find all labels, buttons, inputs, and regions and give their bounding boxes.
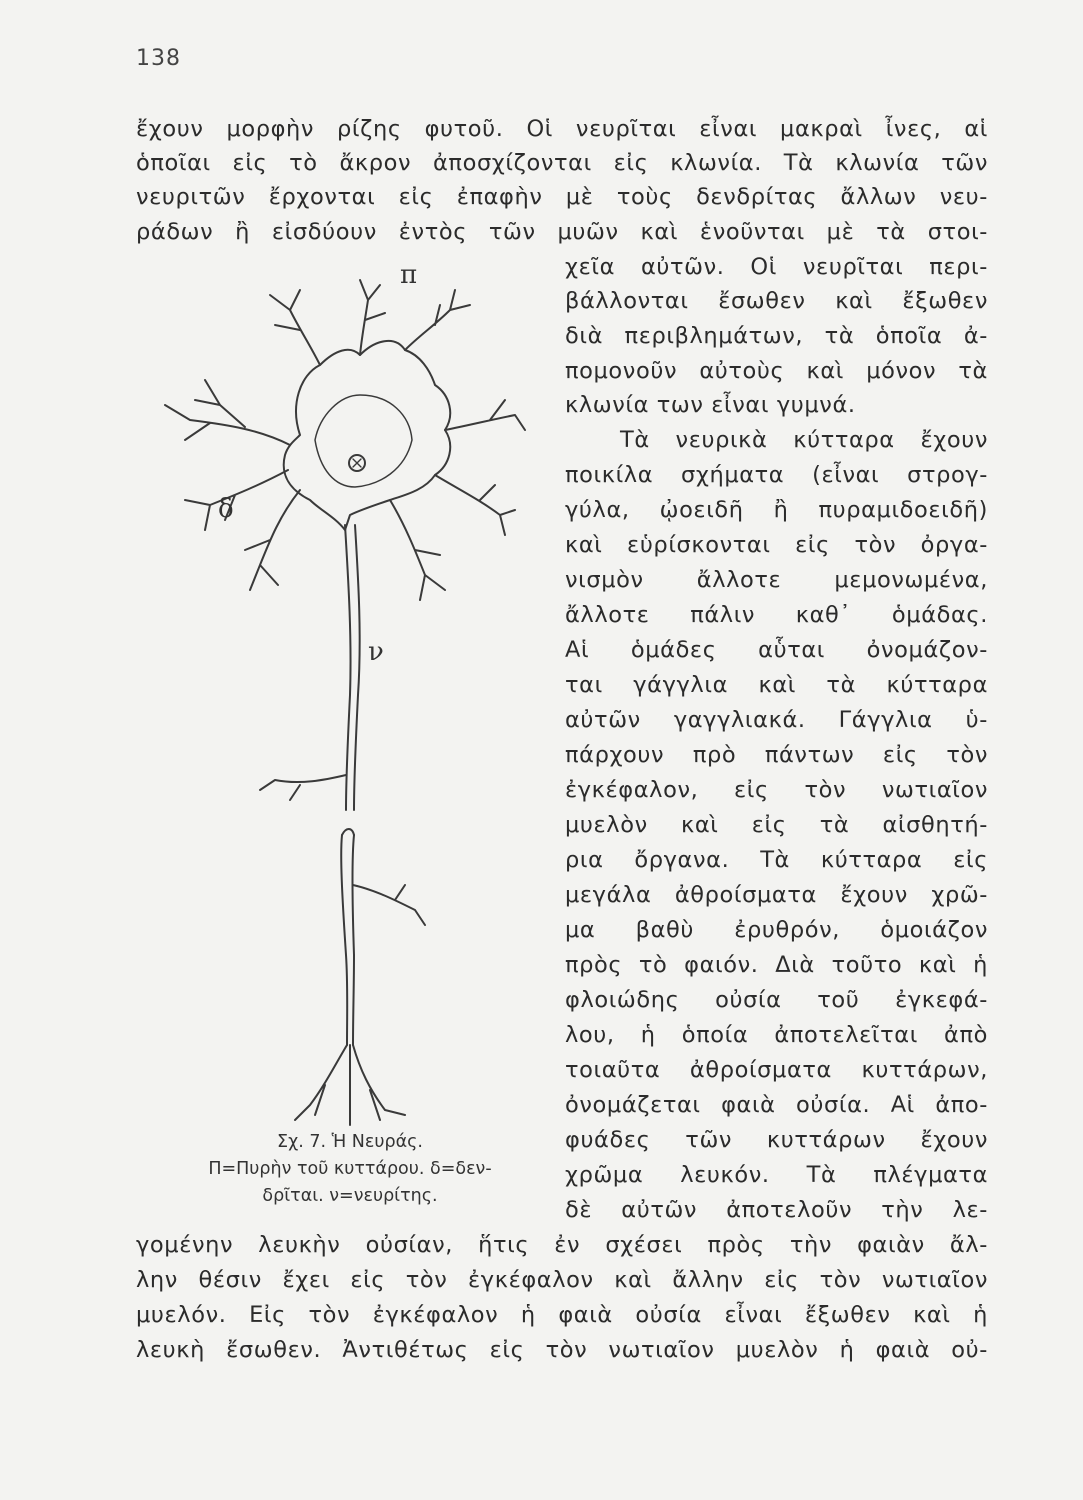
- text-line: τοιαῦτα ἀθροίσματα κυττάρων,: [565, 1057, 988, 1083]
- cell-body: [284, 341, 450, 530]
- text-line: πάρχουν πρὸ πάντων εἰς τὸν: [565, 742, 988, 768]
- text-line: αὐτῶν γαγγλιακά. Γάγγλια ὑ-: [565, 707, 988, 733]
- text-line: λην θέσιν ἔχει εἰς τὸν ἐγκέφαλον καὶ ἄλλην εἰς τὸν νωτιαῖον: [136, 1267, 988, 1293]
- text-line: βάλλονται ἔσωθεν καὶ ἔξωθεν: [565, 288, 988, 314]
- text-line: νισμὸν ἄλλοτε μεμονωμένα,: [565, 567, 988, 593]
- label-nu: ν: [368, 637, 384, 667]
- text-line: ται γάγγλια καὶ τὰ κύτταρα: [565, 672, 988, 698]
- text-line: φυάδες τῶν κυττάρων ἔχουν: [565, 1127, 988, 1153]
- text-line: μεγάλα ἀθροίσματα ἔχουν χρῶ-: [565, 882, 988, 908]
- figure-caption-line: Π=Πυρὴν τοῦ κυττάρου. δ=δεν-: [208, 1159, 492, 1179]
- text-line: μυελόν. Εἰς τὸν ἐγκέφαλον ἡ φαιὰ οὐσία εἶναι ἔξωθεν καὶ ἡ: [136, 1302, 988, 1328]
- text-line: λευκὴ ἔσωθεν. Ἀντιθέτως εἰς τὸν νωτιαῖον μυελὸν ἡ φαιὰ οὐ-: [136, 1337, 988, 1363]
- text-line: ὀνομάζεται φαιὰ οὐσία. Αἱ ἀπο-: [565, 1092, 988, 1118]
- text-line: ὁποῖαι εἰς τὸ ἄκρον ἀποσχίζονται εἰς κλωνία. Τὰ κλωνία τῶν: [136, 150, 988, 176]
- neuron-drawing: [150, 255, 530, 1135]
- neuron-figure: [150, 255, 530, 1135]
- text-line: καὶ εὑρίσκονται εἰς τὸν ὀργα-: [565, 532, 988, 558]
- text-line: λου, ἡ ὁποία ἀποτελεῖται ἀπὸ: [565, 1022, 988, 1048]
- text-line: φλοιώδης οὐσία τοῦ ἐγκεφά-: [565, 987, 988, 1013]
- text-line: χεῖα αὐτῶν. Οἱ νευρῖται περι-: [565, 254, 988, 280]
- figure-caption-line: δρῖται. ν=νευρίτης.: [262, 1186, 438, 1206]
- figure-caption-title: Σχ. 7. Ἡ Νευράς.: [277, 1132, 423, 1152]
- text-line: μα βαθὺ ἐρυθρόν, ὁμοιάζον: [565, 917, 988, 943]
- text-line: πρὸς τὸ φαιόν. Διὰ τοῦτο καὶ ἡ: [565, 952, 988, 978]
- text-line: Αἱ ὁμάδες αὗται ὀνομάζον-: [565, 637, 988, 663]
- page-number: 138: [136, 46, 181, 71]
- text-line: δὲ αὐτῶν ἀποτελοῦν τὴν λε-: [565, 1197, 988, 1223]
- label-pi: π: [400, 260, 418, 290]
- text-line: Τὰ νευρικὰ κύτταρα ἔχουν: [620, 427, 988, 453]
- label-delta: δ: [218, 494, 234, 524]
- text-line: γομένην λευκὴν οὐσίαν, ἥτις ἐν σχέσει πρὸς τὴν φαιὰν ἄλ-: [136, 1232, 988, 1258]
- text-line: διὰ περιβλημάτων, τὰ ὁποῖα ἀ-: [565, 323, 988, 349]
- text-line: ἔχουν μορφὴν ρίζης φυτοῦ. Οἱ νευρῖται εἶναι μακραὶ ἶνες, αἱ: [136, 116, 988, 142]
- text-line: πομονοῦν αὐτοὺς καὶ μόνον τὰ: [565, 358, 988, 384]
- text-line: ράδων ἢ εἰσδύουν ἐντὸς τῶν μυῶν καὶ ἑνοῦνται μὲ τὰ στοι-: [136, 219, 988, 245]
- text-line: νευριτῶν ἔρχονται εἰς ἐπαφὴν μὲ τοὺς δενδρίτας ἄλλων νευ-: [136, 184, 988, 210]
- text-line: ποικίλα σχήματα (εἶναι στρογ-: [565, 462, 988, 488]
- text-line: χρῶμα λευκόν. Τὰ πλέγματα: [565, 1162, 988, 1188]
- text-line: ρια ὄργανα. Τὰ κύτταρα εἰς: [565, 847, 988, 873]
- text-line: ἄλλοτε πάλιν καθ᾽ ὁμάδας.: [565, 602, 988, 628]
- text-line: γύλα, ᾠοειδῆ ἢ πυραμιδοειδῆ): [565, 497, 988, 523]
- axon: [345, 525, 360, 810]
- text-line: ἐγκέφαλον, εἰς τὸν νωτιαῖον: [565, 777, 988, 803]
- text-line: κλωνία των εἶναι γυμνά.: [565, 392, 856, 418]
- text-line: μυελὸν καὶ εἰς τὰ αἰσθητή-: [565, 812, 988, 838]
